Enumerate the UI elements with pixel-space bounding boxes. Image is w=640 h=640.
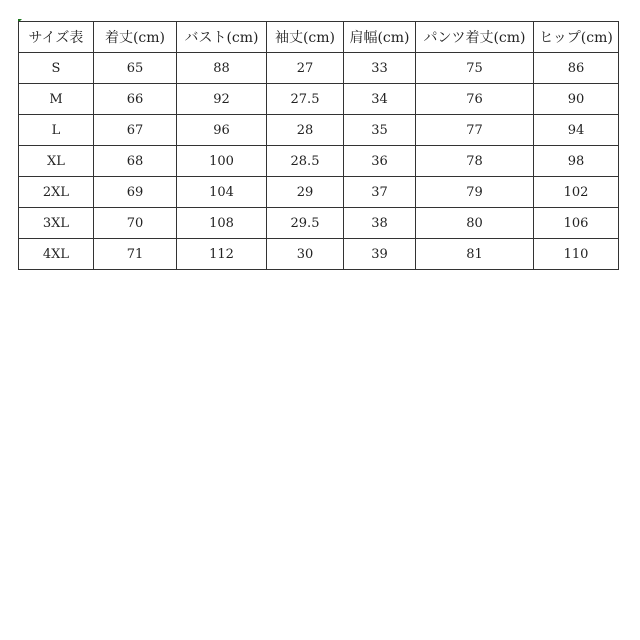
header-cell-sleeve: 袖丈(cm) (267, 22, 344, 53)
length-cell: 67 (94, 115, 177, 146)
length-cell: 68 (94, 146, 177, 177)
sleeve-cell: 30 (267, 239, 344, 270)
pants-length-cell: 81 (416, 239, 534, 270)
header-cell-size: サイズ表 (19, 22, 94, 53)
hip-cell: 102 (534, 177, 619, 208)
sleeve-cell: 27.5 (267, 84, 344, 115)
pants-length-cell: 79 (416, 177, 534, 208)
header-cell-bust: バスト(cm) (177, 22, 267, 53)
hip-cell: 90 (534, 84, 619, 115)
sleeve-cell: 29 (267, 177, 344, 208)
length-cell: 65 (94, 53, 177, 84)
table-row (19, 239, 619, 270)
shoulder-cell: 36 (344, 146, 416, 177)
table-row (19, 146, 619, 177)
bust-cell: 88 (177, 53, 267, 84)
hip-cell: 94 (534, 115, 619, 146)
hip-cell: 98 (534, 146, 619, 177)
hip-cell: 106 (534, 208, 619, 239)
pants-length-cell: 78 (416, 146, 534, 177)
table-row (19, 53, 619, 84)
size-cell: 3XL (19, 208, 94, 239)
bust-cell: 112 (177, 239, 267, 270)
size-cell: M (19, 84, 94, 115)
bust-cell: 96 (177, 115, 267, 146)
table-row (19, 84, 619, 115)
bust-cell: 108 (177, 208, 267, 239)
sleeve-cell: 28 (267, 115, 344, 146)
size-cell: 4XL (19, 239, 94, 270)
length-cell: 70 (94, 208, 177, 239)
hip-cell: 110 (534, 239, 619, 270)
shoulder-cell: 35 (344, 115, 416, 146)
header-cell-hip: ヒップ(cm) (534, 22, 619, 53)
size-cell: 2XL (19, 177, 94, 208)
sleeve-cell: 29.5 (267, 208, 344, 239)
table-row (19, 177, 619, 208)
sleeve-cell: 27 (267, 53, 344, 84)
header-row (19, 22, 619, 53)
pants-length-cell: 75 (416, 53, 534, 84)
shoulder-cell: 34 (344, 84, 416, 115)
length-cell: 69 (94, 177, 177, 208)
bust-cell: 100 (177, 146, 267, 177)
shoulder-cell: 38 (344, 208, 416, 239)
pants-length-cell: 80 (416, 208, 534, 239)
length-cell: 66 (94, 84, 177, 115)
table-row (19, 115, 619, 146)
header-cell-pants-length: パンツ着丈(cm) (416, 22, 534, 53)
size-chart-table (18, 21, 619, 270)
header-cell-length: 着丈(cm) (94, 22, 177, 53)
shoulder-cell: 37 (344, 177, 416, 208)
size-cell: XL (19, 146, 94, 177)
bust-cell: 104 (177, 177, 267, 208)
shoulder-cell: 33 (344, 53, 416, 84)
hip-cell: 86 (534, 53, 619, 84)
header-cell-shoulder: 肩幅(cm) (344, 22, 416, 53)
pants-length-cell: 76 (416, 84, 534, 115)
size-chart-sheet (18, 21, 619, 270)
pants-length-cell: 77 (416, 115, 534, 146)
size-cell: S (19, 53, 94, 84)
length-cell: 71 (94, 239, 177, 270)
table-row (19, 208, 619, 239)
shoulder-cell: 39 (344, 239, 416, 270)
bust-cell: 92 (177, 84, 267, 115)
size-cell: L (19, 115, 94, 146)
sleeve-cell: 28.5 (267, 146, 344, 177)
